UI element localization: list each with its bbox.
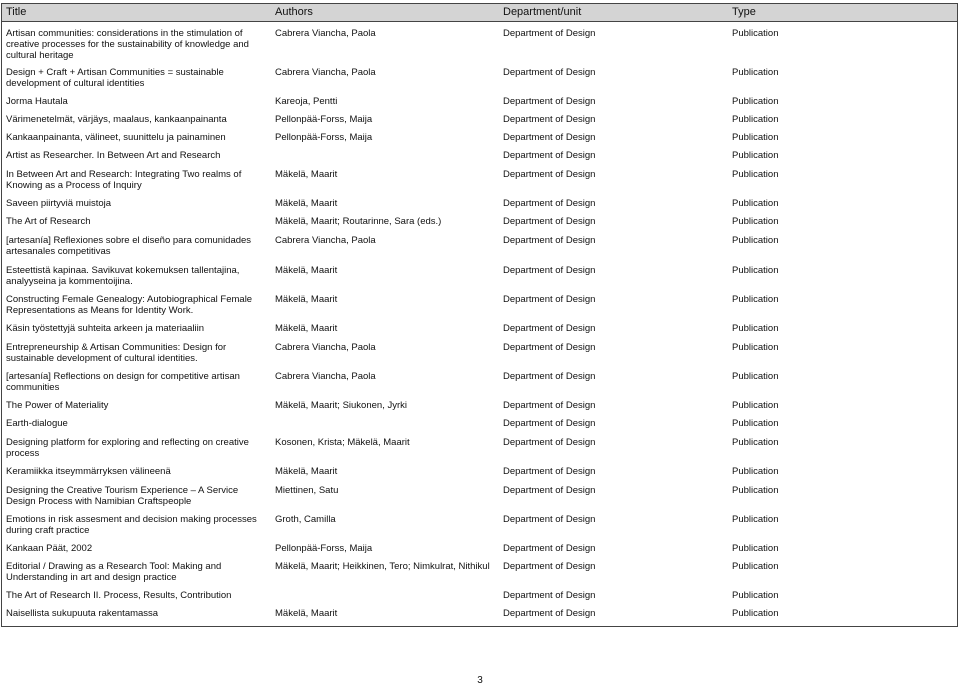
- row-department: Department of Design: [503, 150, 596, 161]
- row-type: Publication: [732, 216, 779, 227]
- publications-table: [1, 3, 958, 627]
- row-type: Publication: [732, 67, 779, 78]
- row-authors: Cabrera Viancha, Paola: [275, 371, 376, 382]
- row-title: Kankaan Päät, 2002: [6, 543, 93, 554]
- row-title: Designing the Creative Tourism Experience – A Service Design Process with Namibian Craftspeople: [6, 485, 239, 507]
- row-title: Editorial / Drawing as a Research Tool: Making and Understanding in art and design practice: [6, 561, 222, 583]
- row-title: Designing platform for exploring and reflecting on creative process: [6, 437, 249, 459]
- row-title: The Art of Research II. Process, Results, Contribution: [6, 590, 232, 601]
- row-type: Publication: [732, 28, 779, 39]
- row-authors: Cabrera Viancha, Paola: [275, 67, 376, 78]
- row-title: Kankaanpainanta, välineet, suunittelu ja painaminen: [6, 132, 226, 143]
- row-type: Publication: [732, 590, 779, 601]
- row-type: Publication: [732, 323, 779, 334]
- row-title: Keramiikka itseymmärryksen välineenä: [6, 466, 171, 477]
- header-title: Title: [6, 6, 27, 18]
- row-authors: Mäkelä, Maarit: [275, 198, 338, 209]
- row-type: Publication: [732, 466, 779, 477]
- row-title: Entrepreneurship & Artisan Communities: Design for sustainable development of cultural identities.: [6, 342, 227, 364]
- row-authors: Pellonpää-Forss, Maija: [275, 543, 373, 554]
- header-department: Department/unit: [503, 6, 582, 18]
- row-title: Käsin työstettyjä suhteita arkeen ja materiaaliin: [6, 323, 205, 334]
- row-authors: Kosonen, Krista; Mäkelä, Maarit: [275, 437, 410, 448]
- row-title: Constructing Female Genealogy: Autobiographical Female Representations as Means for Identity Work.: [6, 294, 253, 316]
- row-department: Department of Design: [503, 96, 596, 107]
- row-type: Publication: [732, 543, 779, 554]
- row-title: Värimenetelmät, värjäys, maalaus, kankaanpainanta: [6, 114, 227, 125]
- row-type: Publication: [732, 114, 779, 125]
- row-title: Emotions in risk assesment and decision making processes during craft practice: [6, 514, 257, 536]
- row-type: Publication: [732, 437, 779, 448]
- row-department: Department of Design: [503, 543, 596, 554]
- row-title: Esteettistä kapinaa. Savikuvat kokemuksen tallentajina, analyyseina ja kommentoijina.: [6, 265, 240, 287]
- row-type: Publication: [732, 418, 779, 429]
- row-authors: Groth, Camilla: [275, 514, 336, 525]
- row-authors: Mäkelä, Maarit: [275, 608, 338, 619]
- row-authors: Mäkelä, Maarit; Siukonen, Jyrki: [275, 400, 407, 411]
- row-type: Publication: [732, 608, 779, 619]
- row-type: Publication: [732, 342, 779, 353]
- row-department: Department of Design: [503, 132, 596, 143]
- row-title: Jorma Hautala: [6, 96, 68, 107]
- row-authors: Mäkelä, Maarit: [275, 466, 338, 477]
- row-department: Department of Design: [503, 294, 596, 305]
- header-authors: Authors: [275, 6, 313, 18]
- row-title: The Art of Research: [6, 216, 91, 227]
- row-department: Department of Design: [503, 198, 596, 209]
- row-type: Publication: [732, 96, 779, 107]
- row-department: Department of Design: [503, 67, 596, 78]
- row-department: Department of Design: [503, 323, 596, 334]
- row-title: In Between Art and Research: Integrating Two realms of Knowing as a Process of Inquiry: [6, 169, 242, 191]
- row-authors: Mäkelä, Maarit: [275, 294, 338, 305]
- row-authors: Kareoja, Pentti: [275, 96, 338, 107]
- row-title: Design + Craft + Artisan Communities = sustainable development of cultural identities: [6, 67, 224, 89]
- row-type: Publication: [732, 150, 779, 161]
- row-title: Saveen piirtyviä muistoja: [6, 198, 112, 209]
- header-type: Type: [732, 6, 756, 18]
- row-department: Department of Design: [503, 114, 596, 125]
- row-department: Department of Design: [503, 169, 596, 180]
- row-authors: Cabrera Viancha, Paola: [275, 235, 376, 246]
- row-authors: Cabrera Viancha, Paola: [275, 342, 376, 353]
- row-type: Publication: [732, 561, 779, 572]
- row-authors: Mäkelä, Maarit: [275, 323, 338, 334]
- row-department: Department of Design: [503, 400, 596, 411]
- row-authors: Pellonpää-Forss, Maija: [275, 114, 373, 125]
- row-title: Earth-dialogue: [6, 418, 68, 429]
- row-authors: Pellonpää-Forss, Maija: [275, 132, 373, 143]
- row-authors: Mäkelä, Maarit: [275, 265, 338, 276]
- row-title: Naisellista sukupuuta rakentamassa: [6, 608, 159, 619]
- row-department: Department of Design: [503, 342, 596, 353]
- row-department: Department of Design: [503, 514, 596, 525]
- row-type: Publication: [732, 132, 779, 143]
- row-type: Publication: [732, 514, 779, 525]
- row-title: [artesanía] Reflexiones sobre el diseño para comunidades artesanales competitivas: [6, 235, 252, 257]
- row-type: Publication: [732, 400, 779, 411]
- row-authors: Cabrera Viancha, Paola: [275, 28, 376, 39]
- row-title: The Power of Materiality: [6, 400, 109, 411]
- row-authors: Miettinen, Satu: [275, 485, 339, 496]
- row-department: Department of Design: [503, 235, 596, 246]
- row-type: Publication: [732, 485, 779, 496]
- row-department: Department of Design: [503, 265, 596, 276]
- page-number: 3: [477, 675, 483, 686]
- row-type: Publication: [732, 235, 779, 246]
- row-title: [artesanía] Reflections on design for competitive artisan communities: [6, 371, 240, 393]
- row-type: Publication: [732, 294, 779, 305]
- row-department: Department of Design: [503, 466, 596, 477]
- row-authors: Mäkelä, Maarit: [275, 169, 338, 180]
- row-authors: Mäkelä, Maarit; Routarinne, Sara (eds.): [275, 216, 442, 227]
- row-department: Department of Design: [503, 590, 596, 601]
- row-authors: Mäkelä, Maarit; Heikkinen, Tero; Nimkulrat, Nithikul: [275, 561, 490, 572]
- row-type: Publication: [732, 169, 779, 180]
- row-department: Department of Design: [503, 561, 596, 572]
- row-type: Publication: [732, 198, 779, 209]
- row-department: Department of Design: [503, 437, 596, 448]
- row-type: Publication: [732, 265, 779, 276]
- row-department: Department of Design: [503, 608, 596, 619]
- row-department: Department of Design: [503, 485, 596, 496]
- row-title: Artisan communities: considerations in the stimulation of creative processes for the sustainability of knowledge and cultural heritage: [6, 28, 249, 61]
- row-type: Publication: [732, 371, 779, 382]
- row-department: Department of Design: [503, 371, 596, 382]
- row-department: Department of Design: [503, 28, 596, 39]
- table-header: [2, 4, 957, 22]
- row-title: Artist as Researcher. In Between Art and Research: [6, 150, 221, 161]
- row-department: Department of Design: [503, 216, 596, 227]
- row-department: Department of Design: [503, 418, 596, 429]
